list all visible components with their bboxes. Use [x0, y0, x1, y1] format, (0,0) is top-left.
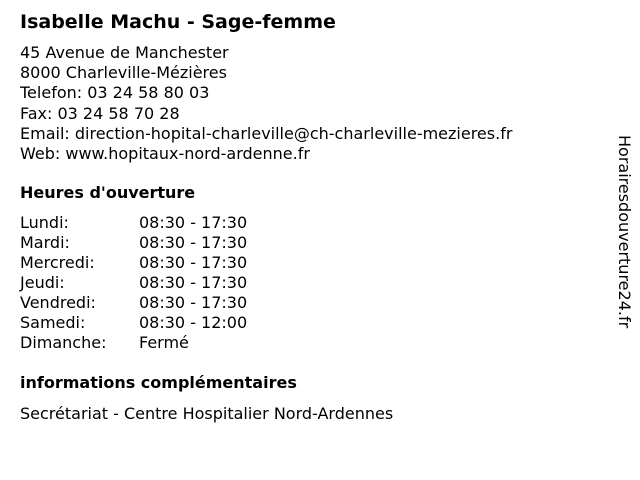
hours-day: Samedi: [20, 313, 86, 332]
hours-row-monday [20, 213, 247, 233]
hours-row-wednesday [20, 253, 247, 273]
hours-time: 08:30 - 17:30 [139, 293, 248, 312]
opening-hours-table [20, 213, 247, 353]
hours-day: Vendredi: [20, 293, 96, 312]
hours-row-saturday [20, 313, 247, 333]
hours-day: Jeudi: [20, 273, 65, 292]
hours-row-thursday [20, 273, 247, 293]
hours-time: 08:30 - 12:00 [139, 313, 248, 332]
hours-row-tuesday [20, 233, 247, 253]
address-street: 45 Avenue de Manchester [20, 43, 229, 62]
hours-time: 08:30 - 17:30 [139, 253, 248, 272]
opening-hours-heading: Heures d'ouverture [20, 183, 196, 202]
hours-time: 08:30 - 17:30 [139, 233, 248, 252]
hours-time: Fermé [139, 333, 189, 352]
fax-line: Fax: 03 24 58 70 28 [20, 103, 180, 123]
address-city: 8000 Charleville-Mézières [20, 63, 227, 83]
hours-time: 08:30 - 17:30 [139, 273, 248, 292]
email-line: Email: direction-hopital-charleville@ch-charleville-mezieres.fr [20, 123, 513, 143]
site-watermark: Horairesdouverture24.fr [615, 135, 634, 329]
hours-row-friday [20, 293, 247, 313]
hours-row-sunday [20, 333, 247, 353]
hours-day: Dimanche: [20, 333, 107, 352]
additional-info-text: Secrétariat - Centre Hospitalier Nord-Ardennes [20, 404, 394, 423]
contact-block [20, 43, 512, 164]
web-line: Web: www.hopitaux-nord-ardenne.fr [20, 143, 310, 163]
hours-day: Lundi: [20, 213, 69, 232]
hours-day: Mercredi: [20, 253, 95, 272]
page-title: Isabelle Machu - Sage-femme [20, 11, 336, 33]
phone-line: Telefon: 03 24 58 80 03 [20, 83, 210, 103]
additional-info-heading: informations complémentaires [20, 373, 297, 392]
hours-time: 08:30 - 17:30 [139, 213, 248, 232]
hours-day: Mardi: [20, 233, 70, 252]
